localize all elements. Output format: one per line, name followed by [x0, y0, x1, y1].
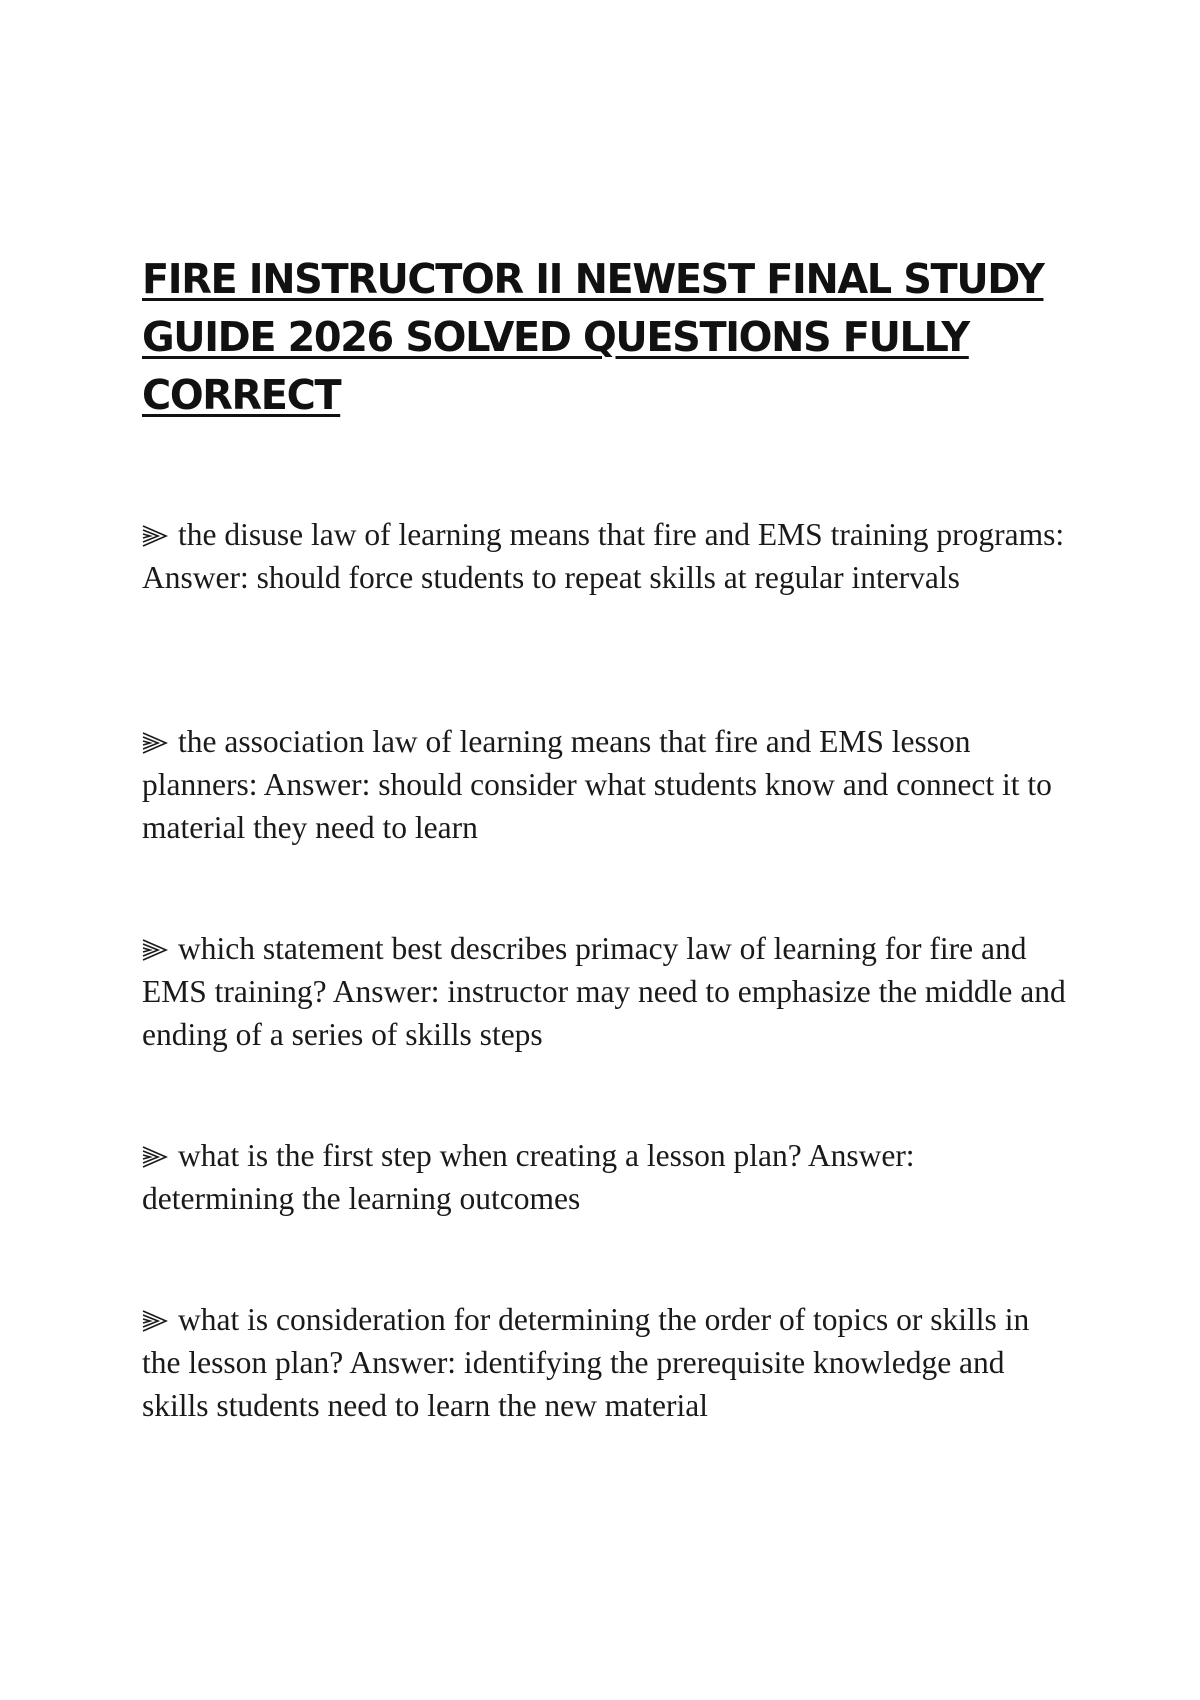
document-title: FIRE INSTRUCTOR II NEWEST FINAL STUDY GUIDE 2026 SOLVED QUESTIONS FULLY CORRECT	[142, 255, 1044, 419]
question-answer-text: what is consideration for determining the order of topics or skills in the lesson plan? Answer: identifying the prerequisite knowledge and skills students need to learn the new material	[142, 1302, 1030, 1423]
triple-chevron-arrow-icon	[142, 1146, 169, 1168]
triple-chevron-arrow-icon	[142, 732, 169, 754]
question-answer-item	[142, 1134, 1072, 1220]
question-answer-item	[142, 720, 1072, 849]
question-answer-text: what is the first step when creating a lesson plan? Answer: determining the learning outcomes	[142, 1138, 915, 1216]
question-answer-text: the disuse law of learning means that fire and EMS training programs: Answer: should force students to repeat skills at regular intervals	[142, 517, 1065, 595]
question-answer-item	[142, 927, 1072, 1056]
triple-chevron-arrow-icon	[142, 525, 169, 547]
question-answer-text: the association law of learning means that fire and EMS lesson planners: Answer: should consider what students know and connect it to material they need to learn	[142, 724, 1052, 845]
triple-chevron-arrow-icon	[142, 1310, 169, 1332]
triple-chevron-arrow-icon	[142, 939, 169, 961]
question-answer-text: which statement best describes primacy law of learning for fire and EMS training? Answer: instructor may need to emphasize the middle and ending of a series of skills steps	[142, 931, 1066, 1052]
question-answer-item	[142, 513, 1072, 599]
question-answer-item	[142, 1298, 1072, 1427]
